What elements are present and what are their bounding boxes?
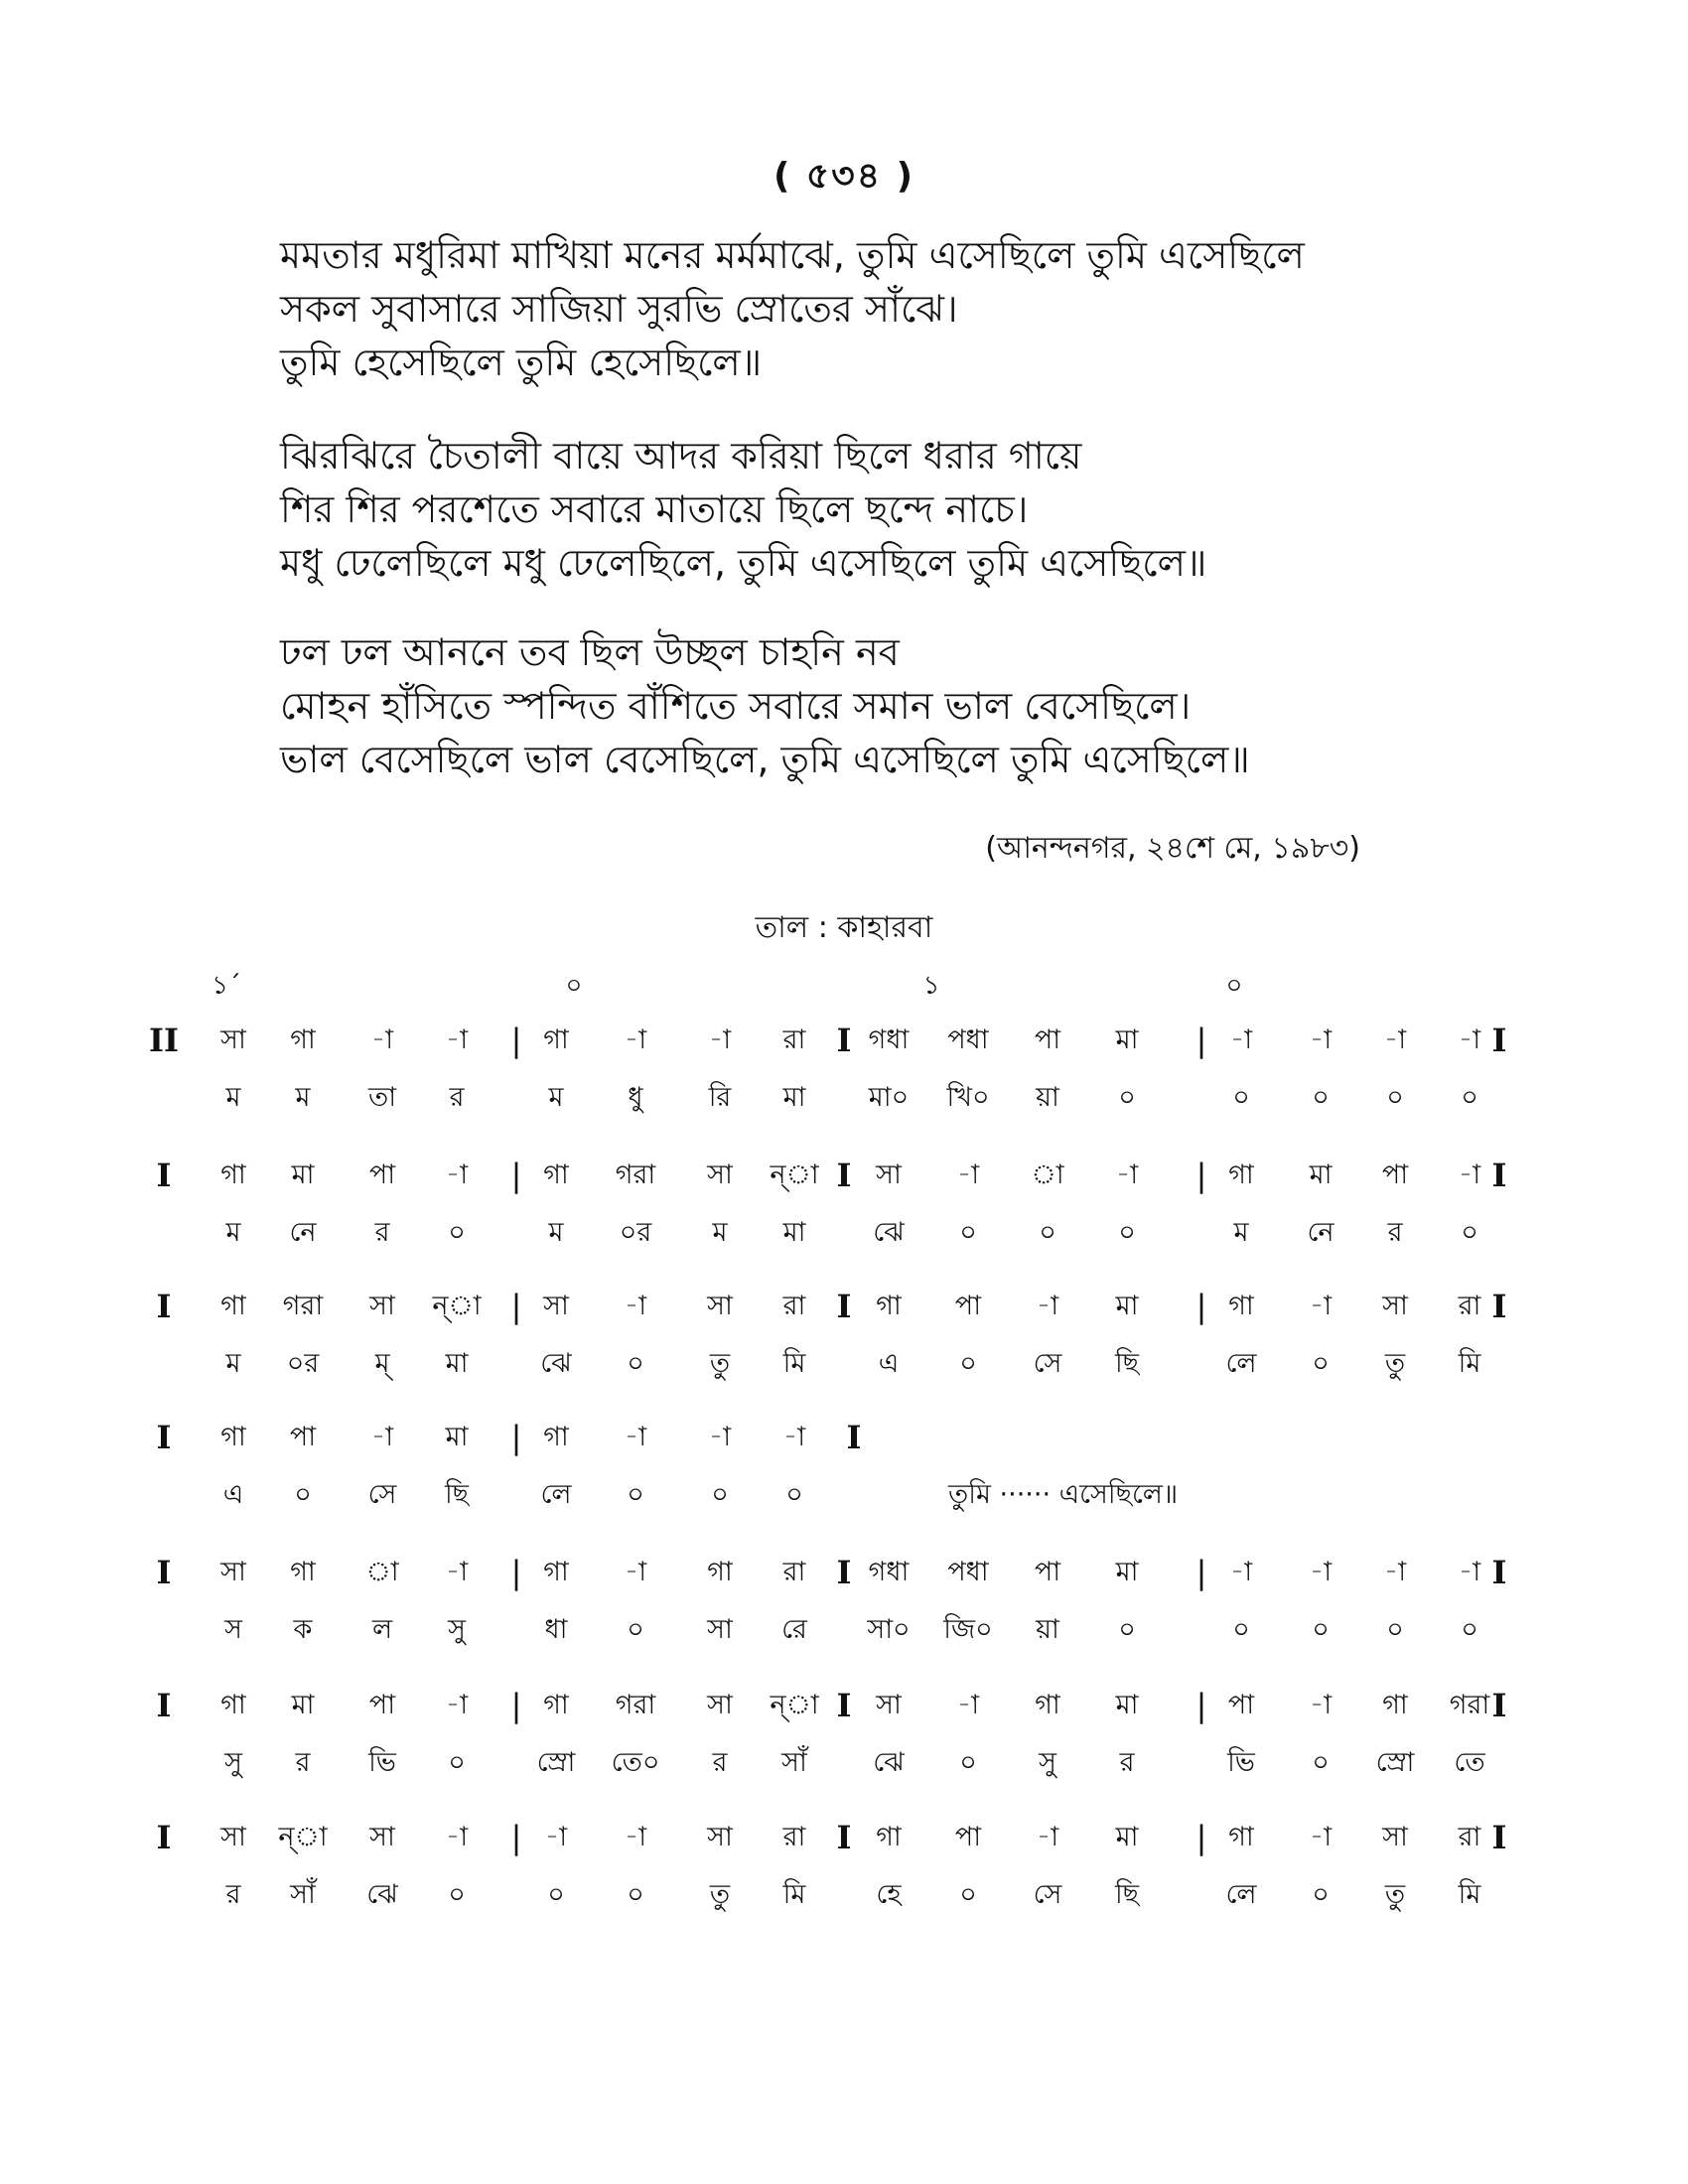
swara-note: পা bbox=[954, 1822, 982, 1852]
lyric-syllable: মা০ bbox=[868, 1082, 910, 1113]
lyric-syllable: এ bbox=[878, 1348, 900, 1379]
swara-note: মা bbox=[1115, 1557, 1139, 1587]
beat-divider: | bbox=[510, 1157, 522, 1194]
swara-note: ন্‌া bbox=[770, 1160, 819, 1190]
swara-note: -া bbox=[1309, 1690, 1333, 1720]
barline: I bbox=[836, 1157, 852, 1194]
swara-note: ন্‌া bbox=[278, 1822, 328, 1852]
lyric-syllable: সে bbox=[367, 1479, 397, 1510]
swara-note: গা bbox=[707, 1557, 733, 1587]
stanza-1 bbox=[280, 228, 1571, 389]
lyric-syllable: র bbox=[449, 1082, 465, 1113]
swara-note: সা bbox=[1382, 1822, 1408, 1852]
lyric-syllable: ০ bbox=[1312, 1348, 1330, 1379]
beat-divider: | bbox=[510, 1819, 522, 1856]
lyric-syllable: ভি bbox=[1227, 1747, 1255, 1778]
swara-note: মা bbox=[1309, 1160, 1333, 1190]
swara-note: া bbox=[1031, 1160, 1064, 1190]
lyric-syllable: ০ bbox=[448, 1747, 466, 1778]
swara-note: গা bbox=[543, 1557, 569, 1587]
lyric-syllable: ০ bbox=[1461, 1082, 1478, 1113]
lyric-syllable: ধু bbox=[628, 1082, 643, 1113]
lyric-syllable: লে bbox=[1225, 1348, 1257, 1379]
swara-note: সা bbox=[876, 1690, 902, 1720]
beat-divider: | bbox=[1196, 1819, 1207, 1856]
lyric-syllable: মা bbox=[445, 1348, 469, 1379]
lyric-syllable: ল bbox=[371, 1614, 393, 1645]
lyric-syllable: তে০ bbox=[611, 1747, 660, 1778]
lyric-syllable: ০ bbox=[1386, 1614, 1404, 1645]
lyric-syllable: সু bbox=[224, 1747, 242, 1778]
lyric-syllable: লে bbox=[1225, 1879, 1257, 1910]
swara-note: গা bbox=[1228, 1291, 1254, 1321]
swara-note: পা bbox=[289, 1422, 317, 1452]
swara-note: গা bbox=[876, 1822, 902, 1852]
lyric-syllable: ০ bbox=[448, 1217, 466, 1248]
beat-mark: ০ bbox=[565, 971, 583, 1001]
lyric-syllable: সা০ bbox=[867, 1614, 911, 1645]
swara-note: পা bbox=[1381, 1160, 1409, 1190]
swara-note: -া bbox=[370, 1422, 394, 1452]
page-number: ( ৫৩৪ ) bbox=[773, 156, 915, 197]
swara-note: সা bbox=[707, 1291, 733, 1321]
lyric-syllable: র bbox=[295, 1747, 311, 1778]
lyric-syllable: তু bbox=[1384, 1348, 1406, 1379]
lyric-syllable: সাঁ bbox=[290, 1879, 316, 1910]
barline: I bbox=[836, 1288, 852, 1325]
swara-note: গা bbox=[220, 1422, 246, 1452]
lyric-syllable: র bbox=[225, 1879, 241, 1910]
lyric-syllable: তে bbox=[1454, 1747, 1485, 1778]
lyric-syllable: ম bbox=[225, 1217, 241, 1248]
swara-note: -া bbox=[370, 1024, 394, 1055]
swara-note: রা bbox=[1458, 1822, 1481, 1852]
lyric-syllable: মি bbox=[782, 1879, 806, 1910]
lyric-syllable: ০ bbox=[1312, 1082, 1330, 1113]
lyric-syllable: ঝে bbox=[873, 1217, 905, 1248]
swara-note: গা bbox=[220, 1690, 246, 1720]
swara-note: -া bbox=[708, 1422, 732, 1452]
swara-note: গরা bbox=[615, 1160, 656, 1190]
lyric-syllable: মা bbox=[782, 1217, 806, 1248]
lyric-syllable: খি০ bbox=[946, 1082, 990, 1113]
verse-line: ঝিরঝিরে চৈতালী বায়ে আদর করিয়া ছিলে ধরার গায়ে bbox=[280, 434, 1082, 478]
swara-note: -া bbox=[624, 1291, 647, 1321]
swara-note: সা bbox=[220, 1822, 246, 1852]
swara-note: গা bbox=[543, 1422, 569, 1452]
lyric-syllable: ঝে bbox=[540, 1348, 572, 1379]
swara-note: মা bbox=[1115, 1690, 1139, 1720]
lyric-syllable: ছি bbox=[1114, 1348, 1140, 1379]
lyric-syllable: ধা bbox=[544, 1614, 568, 1645]
beat-divider: | bbox=[1196, 1022, 1207, 1059]
verse-line: মমতার মধুরিমা মাখিয়া মনের মর্মমাঝে, তুমি এসেছিলে তুমি এসেছিলে bbox=[280, 233, 1305, 277]
lyric-syllable: মি bbox=[1458, 1348, 1481, 1379]
swara-note: গা bbox=[1228, 1822, 1254, 1852]
swara-note: -া bbox=[956, 1690, 980, 1720]
lyric-syllable: সে bbox=[1033, 1879, 1062, 1910]
swara-note: রা bbox=[782, 1024, 806, 1055]
swara-note: -া bbox=[1458, 1160, 1481, 1190]
swara-note: -া bbox=[782, 1422, 806, 1452]
lyric-syllable: ০ bbox=[1232, 1082, 1250, 1113]
swara-note: গা bbox=[543, 1160, 569, 1190]
start-barline: I bbox=[156, 1157, 172, 1194]
swara-note: পা bbox=[1227, 1690, 1255, 1720]
lyric-syllable: ০ bbox=[1039, 1217, 1056, 1248]
swara-note: -া bbox=[445, 1690, 469, 1720]
swara-note: -া bbox=[624, 1557, 647, 1587]
swara-note: -া bbox=[445, 1024, 469, 1055]
lyric-syllable: জি০ bbox=[943, 1614, 993, 1645]
swara-note: সা bbox=[876, 1160, 902, 1190]
lyric-syllable: মি bbox=[782, 1348, 806, 1379]
lyric-syllable: তু bbox=[709, 1879, 731, 1910]
swara-note: সা bbox=[543, 1291, 569, 1321]
beat-divider: | bbox=[510, 1554, 522, 1591]
swara-note: -া bbox=[1458, 1024, 1481, 1055]
lyric-syllable: ০ bbox=[627, 1479, 644, 1510]
stanza-2 bbox=[280, 429, 1571, 590]
swara-note: সা bbox=[707, 1160, 733, 1190]
lyric-syllable: ছি bbox=[1114, 1879, 1140, 1910]
end-barline: I bbox=[1491, 1819, 1507, 1856]
swara-note: গরা bbox=[1449, 1690, 1490, 1720]
lyric-syllable: ম bbox=[225, 1348, 241, 1379]
lyric-syllable: ০ bbox=[711, 1479, 729, 1510]
lyric-syllable: ০ bbox=[959, 1217, 977, 1248]
swara-note: মা bbox=[1115, 1024, 1139, 1055]
lyric-syllable: নে bbox=[1307, 1217, 1335, 1248]
swara-note: -া bbox=[1115, 1160, 1139, 1190]
swara-note: ন্‌া bbox=[432, 1291, 482, 1321]
swara-note: -া bbox=[956, 1160, 980, 1190]
lyric-syllable: ম bbox=[225, 1082, 241, 1113]
lyric-syllable: র bbox=[1119, 1747, 1135, 1778]
verse-line: সকল সুবাসারে সাজিয়া সুরভি স্রোতের সাঁঝে। bbox=[280, 287, 958, 331]
lyric-syllable: ০ bbox=[1312, 1747, 1330, 1778]
end-barline: I bbox=[1491, 1554, 1507, 1591]
swara-note: -া bbox=[1036, 1291, 1059, 1321]
beat-divider: | bbox=[1196, 1687, 1207, 1724]
lyric-syllable: ০ bbox=[1118, 1217, 1136, 1248]
swara-note: পধা bbox=[947, 1024, 989, 1055]
barline: I bbox=[836, 1554, 852, 1591]
verse-line: শির শির পরশেতে সবারে মাতায়ে ছিলে ছন্দে নাচে। bbox=[280, 487, 1029, 531]
beat-divider: | bbox=[510, 1022, 522, 1059]
lyric-syllable: রি bbox=[708, 1082, 732, 1113]
lyric-syllable: সে bbox=[1033, 1348, 1062, 1379]
lyric-syllable: সা bbox=[707, 1614, 733, 1645]
verse-line: ঢল ঢল আননে তব ছিল উচ্ছল চাহনি নব bbox=[280, 630, 900, 674]
beat-divider: | bbox=[510, 1687, 522, 1724]
swara-note: রা bbox=[782, 1822, 806, 1852]
lyric-syllable: র bbox=[374, 1217, 390, 1248]
lyric-syllable: এ bbox=[222, 1479, 244, 1510]
swara-note: মা bbox=[1115, 1822, 1139, 1852]
lyric-syllable: ০ bbox=[959, 1879, 977, 1910]
lyric-syllable: মা bbox=[782, 1082, 806, 1113]
lyric-syllable: ছি bbox=[444, 1479, 470, 1510]
swara-note: মা bbox=[291, 1160, 315, 1190]
beat-mark: ০ bbox=[1225, 971, 1243, 1001]
lyric-syllable: ০ bbox=[1461, 1217, 1478, 1248]
start-barline: II bbox=[149, 1022, 179, 1059]
swara-note: গা bbox=[1228, 1160, 1254, 1190]
swara-note: রা bbox=[1458, 1291, 1481, 1321]
swara-note: পা bbox=[1034, 1024, 1061, 1055]
tala-label: তাল : কাহারবা bbox=[755, 910, 933, 945]
lyric-syllable: ঝে bbox=[873, 1747, 905, 1778]
beat-divider: | bbox=[1196, 1157, 1207, 1194]
lyric-syllable: স্রো bbox=[536, 1747, 576, 1778]
swara-note: গা bbox=[1382, 1690, 1408, 1720]
lyric-syllable: ০ bbox=[1386, 1082, 1404, 1113]
swara-note: -া bbox=[544, 1822, 568, 1852]
lyric-syllable: ০ bbox=[959, 1348, 977, 1379]
verse-line: তুমি হেসেছিলে তুমি হেসেছিলে॥ bbox=[280, 341, 763, 384]
swara-note: া bbox=[365, 1557, 399, 1587]
end-barline: I bbox=[846, 1419, 862, 1456]
lyric-syllable: সু bbox=[1039, 1747, 1056, 1778]
swara-note: -া bbox=[1229, 1024, 1253, 1055]
swara-note: -া bbox=[1309, 1557, 1333, 1587]
swara-note: সা bbox=[220, 1557, 246, 1587]
swara-note: -া bbox=[1036, 1822, 1059, 1852]
refrain-tail: তুমি ······ এসেছিলে॥ bbox=[948, 1479, 1179, 1510]
lyric-syllable: ০ bbox=[959, 1747, 977, 1778]
swara-note: -া bbox=[1229, 1557, 1253, 1587]
lyric-syllable: হে bbox=[876, 1879, 902, 1910]
lyric-syllable: ঝে bbox=[366, 1879, 398, 1910]
lyric-syllable: ০ bbox=[627, 1614, 644, 1645]
lyric-syllable: ম্‌ bbox=[374, 1348, 390, 1379]
lyric-syllable: ম bbox=[712, 1217, 728, 1248]
swara-note: -া bbox=[1309, 1822, 1333, 1852]
swara-note: গধা bbox=[868, 1024, 910, 1055]
swara-note: -া bbox=[708, 1024, 732, 1055]
lyric-syllable: ০ bbox=[627, 1348, 644, 1379]
start-barline: I bbox=[156, 1819, 172, 1856]
swara-note: মা bbox=[445, 1422, 469, 1452]
lyric-syllable: তু bbox=[709, 1348, 731, 1379]
lyric-syllable: স্রো bbox=[1375, 1747, 1415, 1778]
lyric-syllable: ০ bbox=[1312, 1614, 1330, 1645]
start-barline: I bbox=[156, 1288, 172, 1325]
lyric-syllable: ০ bbox=[1312, 1879, 1330, 1910]
swara-note: -া bbox=[624, 1024, 647, 1055]
swara-note: -া bbox=[445, 1557, 469, 1587]
lyric-syllable: ম bbox=[548, 1217, 564, 1248]
swara-note: গা bbox=[543, 1024, 569, 1055]
beat-divider: | bbox=[1196, 1554, 1207, 1591]
lyric-syllable: ০র bbox=[286, 1348, 320, 1379]
lyric-syllable: ০ bbox=[627, 1879, 644, 1910]
verse-line: মধু ঢেলেছিলে মধু ঢেলেছিলে, তুমি এসেছিলে তুমি এসেছিলে॥ bbox=[280, 541, 1207, 585]
barline: I bbox=[836, 1687, 852, 1724]
end-barline: I bbox=[1491, 1022, 1507, 1059]
swara-note: গা bbox=[220, 1291, 246, 1321]
lyric-syllable: ০ bbox=[785, 1479, 803, 1510]
verse-line: মোহন হাঁসিতে স্পন্দিত বাঁশিতে সবারে সমান ভাল বেসেছিলে। bbox=[280, 684, 1192, 728]
swara-note: গধা bbox=[868, 1557, 910, 1587]
lyric-syllable: সু bbox=[448, 1614, 466, 1645]
swara-note: গরা bbox=[282, 1291, 324, 1321]
lyric-syllable: রে bbox=[781, 1614, 807, 1645]
swara-note: সা bbox=[707, 1822, 733, 1852]
swara-note: পা bbox=[1034, 1557, 1061, 1587]
swara-note: সা bbox=[220, 1024, 246, 1055]
end-barline: I bbox=[1491, 1687, 1507, 1724]
lyric-syllable: নে bbox=[289, 1217, 317, 1248]
swara-note: -া bbox=[624, 1822, 647, 1852]
lyric-syllable: র bbox=[1387, 1217, 1403, 1248]
swara-note: পা bbox=[368, 1690, 396, 1720]
lyric-syllable: ক bbox=[293, 1614, 313, 1645]
lyric-syllable: তু bbox=[1384, 1879, 1406, 1910]
swara-note: গা bbox=[1035, 1690, 1060, 1720]
lyric-syllable: সাঁ bbox=[781, 1747, 807, 1778]
lyric-syllable: মি bbox=[1458, 1879, 1481, 1910]
lyric-syllable: ০র bbox=[619, 1217, 652, 1248]
swara-note: সা bbox=[1382, 1291, 1408, 1321]
lyric-syllable: ০ bbox=[1118, 1082, 1136, 1113]
end-barline: I bbox=[1491, 1288, 1507, 1325]
barline: I bbox=[836, 1022, 852, 1059]
lyric-syllable: র bbox=[712, 1747, 728, 1778]
dateline: (আনন্দনগর, ২৪শে মে, ১৯৮৩) bbox=[985, 831, 1360, 866]
swara-note: মা bbox=[1115, 1291, 1139, 1321]
lyric-syllable: তা bbox=[367, 1082, 397, 1113]
lyric-syllable: লে bbox=[540, 1479, 572, 1510]
beat-divider: | bbox=[510, 1419, 522, 1456]
beat-mark: ১´ bbox=[211, 971, 241, 1001]
swara-note: পধা bbox=[947, 1557, 989, 1587]
swara-note: -া bbox=[624, 1422, 647, 1452]
end-barline: I bbox=[1491, 1157, 1507, 1194]
swara-note: মা bbox=[291, 1690, 315, 1720]
swara-note: -া bbox=[1309, 1291, 1333, 1321]
beat-divider: | bbox=[510, 1288, 522, 1325]
swara-note: -া bbox=[1383, 1557, 1407, 1587]
swara-note: গরা bbox=[615, 1690, 656, 1720]
lyric-syllable: ০ bbox=[1118, 1614, 1136, 1645]
swara-note: গা bbox=[876, 1291, 902, 1321]
barline: I bbox=[836, 1819, 852, 1856]
lyric-syllable: ম bbox=[295, 1082, 311, 1113]
lyric-syllable: ০ bbox=[448, 1879, 466, 1910]
swara-note: -া bbox=[1309, 1024, 1333, 1055]
swara-note: সা bbox=[369, 1822, 395, 1852]
swara-note: সা bbox=[707, 1690, 733, 1720]
beat-divider: | bbox=[1196, 1288, 1207, 1325]
swara-note: -া bbox=[445, 1822, 469, 1852]
lyric-syllable: ভি bbox=[368, 1747, 396, 1778]
swara-note: গা bbox=[220, 1160, 246, 1190]
swara-note: গা bbox=[290, 1024, 316, 1055]
lyric-syllable: য়া bbox=[1036, 1082, 1059, 1113]
swara-note: পা bbox=[954, 1291, 982, 1321]
stanza-3 bbox=[280, 625, 1571, 786]
lyric-syllable: য়া bbox=[1036, 1614, 1059, 1645]
swara-note: পা bbox=[368, 1160, 396, 1190]
swara-note: সা bbox=[369, 1291, 395, 1321]
start-barline: I bbox=[156, 1419, 172, 1456]
lyric-syllable: ম bbox=[548, 1082, 564, 1113]
lyric-syllable: ০ bbox=[547, 1879, 565, 1910]
lyric-syllable: ০ bbox=[1232, 1614, 1250, 1645]
swara-note: -া bbox=[1383, 1024, 1407, 1055]
lyric-syllable: ০ bbox=[1461, 1614, 1478, 1645]
verse-line: ভাল বেসেছিলে ভাল বেসেছিলে, তুমি এসেছিলে তুমি এসেছিলে॥ bbox=[280, 738, 1250, 781]
swara-note: -া bbox=[445, 1160, 469, 1190]
beat-mark: ১ bbox=[922, 971, 940, 1001]
swara-note: রা bbox=[782, 1291, 806, 1321]
lyric-syllable: স bbox=[224, 1614, 242, 1645]
lyric-syllable: ম bbox=[1233, 1217, 1249, 1248]
swara-note: গা bbox=[290, 1557, 316, 1587]
start-barline: I bbox=[156, 1687, 172, 1724]
swara-note: -া bbox=[1458, 1557, 1481, 1587]
lyric-syllable: ০ bbox=[294, 1479, 312, 1510]
start-barline: I bbox=[156, 1554, 172, 1591]
swara-note: ন্‌া bbox=[770, 1690, 819, 1720]
swara-note: রা bbox=[782, 1557, 806, 1587]
swara-note: গা bbox=[543, 1690, 569, 1720]
